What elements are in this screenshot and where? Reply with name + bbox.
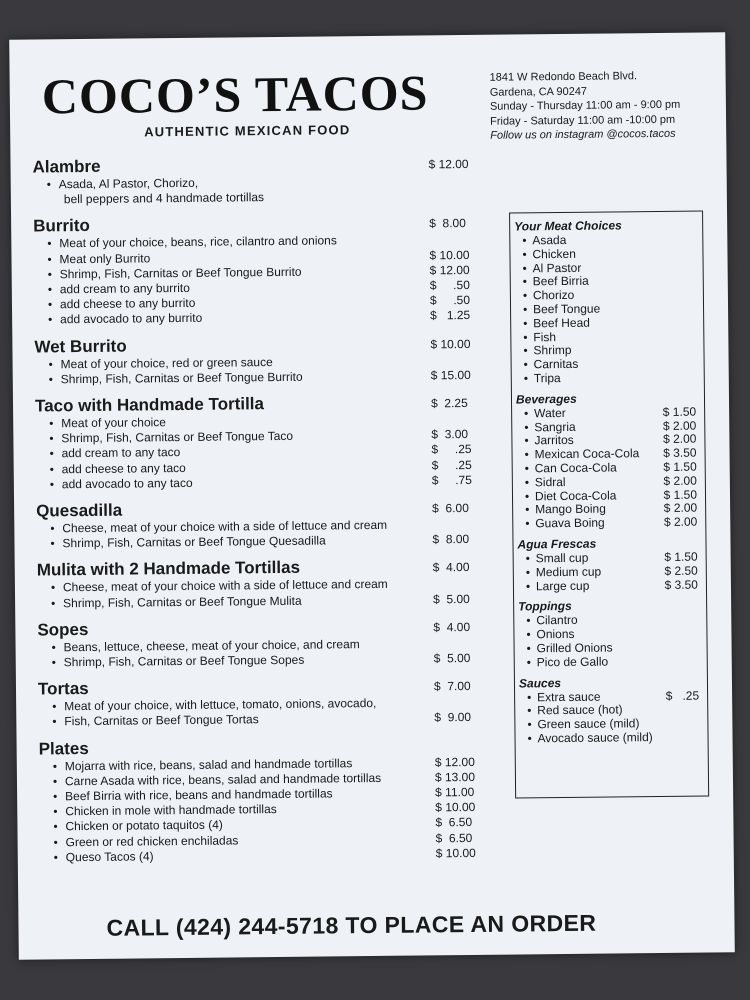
sidebar-item-label: • Red sauce (hot) <box>519 704 623 719</box>
sidebar-item-price: $ 2.00 <box>662 418 697 433</box>
address-line: 1841 W Redondo Beach Blvd. <box>489 70 638 84</box>
item-description: • add avocado to any burrito <box>34 311 202 328</box>
item-description: • Meat of your choice <box>35 415 166 432</box>
instagram-line: Follow us on instagram @cocos.tacos <box>490 127 676 142</box>
menu-section <box>35 392 476 493</box>
sidebar-item-label: • Beef Tongue <box>515 303 600 318</box>
sidebar-section <box>517 535 706 593</box>
section-name: Burrito <box>33 216 90 236</box>
sidebar-item-label: • Tripa <box>516 372 561 386</box>
item-price: $ 5.00 <box>433 591 470 607</box>
item-description: • Chicken or potato taquitos (4) <box>39 818 223 835</box>
item-price <box>431 412 475 428</box>
menu-section <box>34 333 475 388</box>
item-description: • Queso Tacos (4) <box>40 849 154 865</box>
section-price: $ 6.00 <box>432 501 469 516</box>
menu-item <box>35 368 475 388</box>
sidebar-heading: Beverages <box>515 391 577 407</box>
item-description: • Beef Birria with rice, beans and handmade tortillas <box>39 787 333 805</box>
item-price: $ 1.25 <box>430 308 471 323</box>
sidebar-item-label: • Avocado sauce (mild) <box>519 731 652 746</box>
menu-section <box>33 212 474 328</box>
sidebar-item-price: $ 2.00 <box>663 514 698 530</box>
item-description: • Carne Asada with rice, beans, salad and handmade tortillas <box>39 771 381 790</box>
section-name: Quesadilla <box>36 500 123 521</box>
sidebar-item-label: • Al Pastor <box>515 261 582 275</box>
item-price: $ 5.00 <box>433 651 471 666</box>
menu-item <box>37 592 477 612</box>
sidebar-item-label: • Green sauce (mild) <box>519 717 639 732</box>
menu-item <box>36 473 476 493</box>
sidebar-item-price: $ 2.00 <box>662 431 697 447</box>
section-price: $ 4.00 <box>432 560 470 575</box>
sidebar-item-label: • Sidral <box>517 476 566 490</box>
sidebar-item-label: • Medium cup <box>518 565 602 580</box>
menu-section <box>39 735 480 866</box>
sidebar-item-label: • Onions <box>518 628 574 642</box>
sidebar-box <box>509 211 709 799</box>
sidebar-item-label: • Diet Coca-Cola <box>517 489 617 504</box>
sidebar-item-label: • Mango Boing <box>517 503 606 518</box>
sidebar-item-price: $ 1.50 <box>664 549 698 564</box>
item-description: • Meat of your choice, beans, rice, cilantro and onions <box>33 234 337 252</box>
sidebar-item-price: $ 2.00 <box>663 473 697 488</box>
item-price <box>432 517 476 533</box>
sidebar-item-label: • Chorizo <box>515 289 575 303</box>
sidebar-item-label: • Fish <box>515 331 556 345</box>
menu-paper <box>9 32 735 959</box>
section-name: Mulita with 2 Handmade Tortillas <box>36 558 301 580</box>
main-menu <box>32 153 479 875</box>
item-price <box>429 173 473 189</box>
item-description: • Shrimp, Fish, Carnitas or Beef Tongue Quesadilla <box>36 534 325 552</box>
item-price: $ 10.00 <box>435 800 476 815</box>
sidebar-item <box>516 370 704 386</box>
menu-section <box>37 616 478 671</box>
sidebar-section <box>519 674 708 746</box>
section-price: $ 8.00 <box>429 216 466 231</box>
sidebar-heading: Agua Frescas <box>517 536 597 552</box>
item-description: • add cream to any burrito <box>34 281 190 298</box>
item-description: bell peppers and 4 handmade tortillas <box>63 190 265 207</box>
sidebar-item-label: • Mexican Coca-Cola <box>517 447 640 462</box>
item-description: • Asada, Al Pastor, Chorizo, <box>33 176 199 193</box>
item-description: • Shrimp, Fish, Carnitas or Beef Tongue Mulita <box>37 593 302 611</box>
section-price: $ 10.00 <box>430 336 471 352</box>
section-price: $ 12.00 <box>428 156 469 172</box>
item-price: $ 6.50 <box>435 815 473 830</box>
restaurant-title: COCO’S TACOS <box>41 64 429 125</box>
restaurant-subtitle: AUTHENTIC MEXICAN FOOD <box>144 122 351 140</box>
sidebar-item-label: • Pico de Gallo <box>519 655 609 670</box>
item-description: • add cheese to any taco <box>36 461 186 478</box>
item-price <box>433 636 477 652</box>
sidebar-item <box>519 730 707 746</box>
hours-weekend: Friday - Saturday 11:00 am -10:00 pm <box>490 113 676 128</box>
item-price: $ 9.00 <box>434 710 472 725</box>
item-description: • Beans, lettuce, cheese, meat of your choice, and cream <box>37 637 359 656</box>
sidebar-item-label: • Can Coca-Cola <box>517 461 617 476</box>
sidebar-section <box>518 598 707 670</box>
item-description: • Meat of your choice, red or green sauce <box>35 355 273 373</box>
sidebar-item-label: • Grilled Onions <box>519 641 613 656</box>
item-description: • Cheese, meat of your choice with a side of lettuce and cream <box>37 577 388 596</box>
item-price: $ 10.00 <box>429 247 470 262</box>
item-price <box>431 353 475 369</box>
sidebar-item-price: $ 1.50 <box>663 459 697 474</box>
item-price: $ 13.00 <box>434 769 476 785</box>
item-description: • add cheese to any burrito <box>34 296 196 313</box>
sidebar-item-label: • Shrimp <box>515 344 571 358</box>
item-price <box>433 576 477 592</box>
item-price: $ 12.00 <box>434 754 475 770</box>
sidebar-item-label: • Small cup <box>518 552 589 567</box>
item-description: • add avocado to any taco <box>36 476 193 493</box>
item-description: • Fish, Carnitas or Beef Tongue Tortas <box>38 713 258 731</box>
item-description: • Cheese, meat of your choice with a side of lettuce and cream <box>36 518 387 537</box>
item-price <box>429 188 473 204</box>
sidebar-item-label: • Carnitas <box>516 358 579 372</box>
item-description: • Green or red chicken enchiladas <box>40 833 239 850</box>
sidebar-item-label: • Beef Head <box>515 316 590 331</box>
section-price: $ 4.00 <box>433 619 471 635</box>
item-price: $ .75 <box>431 472 472 488</box>
hours-weekday: Sunday - Thursday 11:00 am - 9:00 pm <box>489 98 681 113</box>
sidebar-item <box>519 654 707 670</box>
sidebar-heading: Your Meat Choices <box>514 218 622 234</box>
item-description: • Chicken in mole with handmade tortillas <box>39 802 277 820</box>
sidebar-item-label: • Guava Boing <box>517 517 605 532</box>
item-price: $ .25 <box>431 457 472 473</box>
sidebar-item <box>517 516 705 532</box>
item-description: • Shrimp, Fish, Carnitas or Beef Tongue Sopes <box>38 653 305 671</box>
section-name: Taco with Handmade Tortilla <box>34 394 265 416</box>
sidebar-item-label: • Beef Birria <box>515 275 589 290</box>
item-price: $ 10.00 <box>435 845 476 861</box>
item-price: $ 12.00 <box>429 262 470 278</box>
sidebar-section <box>514 218 704 387</box>
sidebar-item-label: • Water <box>516 407 566 421</box>
item-description: • Shrimp, Fish, Carnitas or Beef Tongue Burrito <box>35 370 303 388</box>
menu-section <box>37 556 478 611</box>
sidebar-item-price: $ 2.50 <box>664 563 698 578</box>
sidebar-item-price: $ .25 <box>665 688 700 703</box>
menu-item <box>40 846 480 866</box>
item-price: $ .25 <box>431 442 472 457</box>
menu-item <box>36 532 476 552</box>
call-to-order: CALL (424) 244-5718 TO PLACE AN ORDER <box>106 909 597 941</box>
sidebar-item-label: • Chicken <box>514 248 576 262</box>
sidebar-item-label: • Large cup <box>518 579 590 594</box>
menu-item <box>33 188 473 208</box>
sidebar-section <box>516 390 705 531</box>
section-name: Alambre <box>32 156 101 177</box>
sidebar-item-label: • Asada <box>514 234 566 248</box>
sidebar-item-label: • Cilantro <box>518 614 578 628</box>
sidebar-heading: Sauces <box>518 675 562 690</box>
section-price: $ 7.00 <box>433 679 471 694</box>
sidebar-item-label: • Jarritos <box>516 434 573 448</box>
city-line: Gardena, CA 90247 <box>489 85 588 99</box>
sidebar-item <box>518 578 706 594</box>
section-name: Sopes <box>37 619 89 640</box>
menu-section <box>32 153 473 208</box>
item-price: $ .50 <box>429 293 471 308</box>
sidebar-item-price: $ 3.50 <box>664 577 699 592</box>
menu-item <box>38 651 478 671</box>
item-price: $ 15.00 <box>430 367 471 383</box>
section-name: Wet Burrito <box>34 336 127 357</box>
item-description: • Meat of your choice, with lettuce, tomato, onions, avocado, <box>38 696 376 715</box>
sidebar-item-price: $ 1.50 <box>663 487 698 502</box>
menu-section <box>38 675 479 730</box>
section-name: Plates <box>38 738 89 759</box>
item-price: $ .50 <box>429 277 470 293</box>
item-price: $ 3.00 <box>431 427 469 442</box>
menu-item <box>38 710 478 730</box>
item-price: $ 6.50 <box>435 830 473 846</box>
item-description: • Meat only Burrito <box>33 251 150 267</box>
sidebar-item-label: • Sangria <box>516 420 576 434</box>
sidebar-item-price: $ 2.00 <box>663 500 698 516</box>
item-price <box>434 695 478 711</box>
section-name: Tortas <box>37 679 89 699</box>
item-price: $ 11.00 <box>435 785 475 800</box>
sidebar-item-label: • Extra sauce <box>519 690 601 705</box>
item-description: • Mojarra with rice, beans, salad and handmade tortillas <box>39 756 353 774</box>
item-description: • add cream to any taco <box>35 445 180 462</box>
sidebar-heading: Toppings <box>518 599 572 614</box>
sidebar-item-price: $ 1.50 <box>662 404 697 419</box>
section-price: $ 2.25 <box>430 396 468 411</box>
item-description: • Shrimp, Fish, Carnitas or Beef Tongue Burrito <box>34 265 302 283</box>
menu-item <box>34 308 474 328</box>
item-price <box>429 232 473 248</box>
item-price: $ 8.00 <box>432 532 470 547</box>
contact-info <box>490 69 681 143</box>
sidebar-item-price: $ 3.50 <box>663 445 697 461</box>
item-description: • Shrimp, Fish, Carnitas or Beef Tongue Taco <box>35 429 293 447</box>
menu-section <box>36 497 477 552</box>
